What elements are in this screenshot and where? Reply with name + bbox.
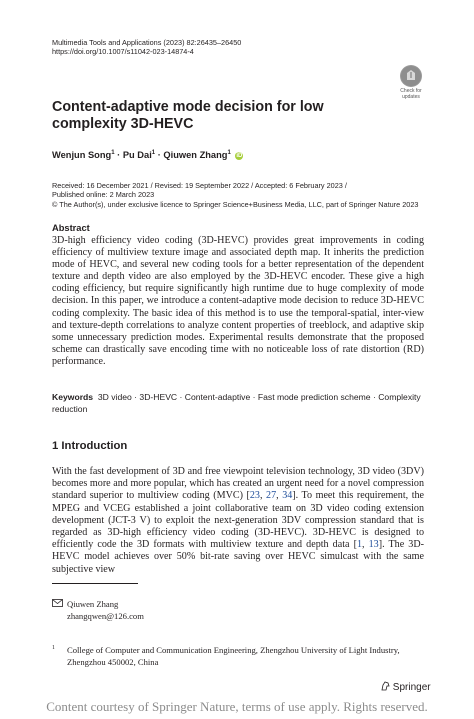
citation-link[interactable]: 23 xyxy=(249,490,260,502)
article-title: Content-adaptive mode decision for low complexity 3D-HEVC xyxy=(52,99,324,132)
check-for-updates-badge[interactable] xyxy=(392,64,430,102)
copyright-notice: © The Author(s), under exclusive licence to Springer Science+Business Media, LLC, part of Springer Nature 2023 xyxy=(52,199,419,209)
citation-link[interactable]: 1 xyxy=(356,539,362,551)
citation-link[interactable]: 34 xyxy=(282,490,293,502)
journal-citation: Multimedia Tools and Applications (2023) 82:26435–26450 xyxy=(52,38,242,47)
author-name[interactable]: Pu Dai xyxy=(122,150,152,161)
keywords xyxy=(52,392,424,415)
journal-header xyxy=(52,38,241,56)
springer-horse-icon xyxy=(381,681,390,694)
intro-paragraph: With the fast development of 3D and free viewpoint television technology, 3D video (3DV) becomes more and more popular, which has created an urgent need for a novel compression standard superior to multiview coding (MVC) [23, 27, 34]. To meet this requirement, the MPEG and VCEG established a joint collaborative team on 3D video coding extension development (JCT-3 V) to exploit the next-generation 3DV compression standard that is regarded as 3D-high efficiency video coding (3D-HEVC). 3D-HEVC is designed to efficiently code the 3D formats with multiview texture and depth data [1, 13]. The 3D-HEVC model achieves over 50% bit-rate saving over HEVC simulcast with the same subjective view xyxy=(52,466,425,575)
citation-link[interactable]: 27 xyxy=(266,490,277,502)
affiliation-number: 1 xyxy=(52,645,55,651)
orcid-icon[interactable]: iD xyxy=(236,152,243,159)
section-heading: 1 Introduction xyxy=(52,440,128,452)
envelope-icon xyxy=(52,599,63,611)
corresponding-author xyxy=(52,599,144,622)
email-link[interactable]: zhangqwen@126.com xyxy=(67,610,144,621)
doi-link[interactable]: https://doi.org/10.1007/s11042-023-14874-4 xyxy=(52,47,194,56)
check-for-updates-label: Check for updates xyxy=(400,88,422,100)
corresponding-name: Qiuwen Zhang xyxy=(67,599,119,609)
affiliation: 1 College of Computer and Communication Engineering, Zhengzhou University of Light Industry, Zhengzhou 450002, China xyxy=(52,645,400,667)
article-dates: Received: 16 December 2021 / Revised: 19 September 2022 / Accepted: 6 February 2023 / Published online: 2 March 2023 © The Author(s), under exclusive licence to Springer Science+Business Media, LLC, part of Springer Nature 2023 xyxy=(52,181,419,209)
keywords-text: 3D video · 3D-HEVC · Content-adaptive · Fast mode prediction scheme · Complexity reduction xyxy=(52,392,421,414)
content-courtesy-notice: Content courtesy of Springer Nature, terms of use apply. Rights reserved. xyxy=(46,699,428,714)
author-name[interactable]: Qiuwen Zhang xyxy=(163,150,228,161)
author-list: Wenjun Song$^1$ · Pu Dai$^1$ · Qiuwen Zhang$^1$ iD xyxy=(52,150,243,161)
footnote-divider xyxy=(52,583,138,584)
springer-logo: Springer xyxy=(381,681,431,694)
author-name[interactable]: Wenjun Song xyxy=(52,150,112,161)
check-for-updates-icon xyxy=(400,65,422,87)
citation-link[interactable]: 13 xyxy=(368,539,379,551)
abstract-heading: Abstract xyxy=(52,223,90,233)
abstract-text: 3D-high efficiency video coding (3D-HEVC) provides great improvements in coding efficiency of multiview texture image and associated depth map. It inherits the prediction mode of HEVC, and several new coding tools for a better representation of the dependent texture and depth video are also employed by the 3D-HEVC encoder. These give a high coding efficiency, but require significantly high runtime due to huge complexity of mode decision. In this paper, we introduce a content-adaptive mode decision to reduce 3D-HEVC coding complexity. The basic idea of this method is to use the temporal-spatial, inter-view and texture-depth correlations to analyze content properties of treeblock, and adaptive skip some unnecessary prediction modes. Experimental results demonstrate that the proposed scheme can drastically save encoding time with no noticeable loss of rate distortion (RD) performance. xyxy=(52,235,424,367)
keywords-label: Keywords xyxy=(52,392,94,402)
